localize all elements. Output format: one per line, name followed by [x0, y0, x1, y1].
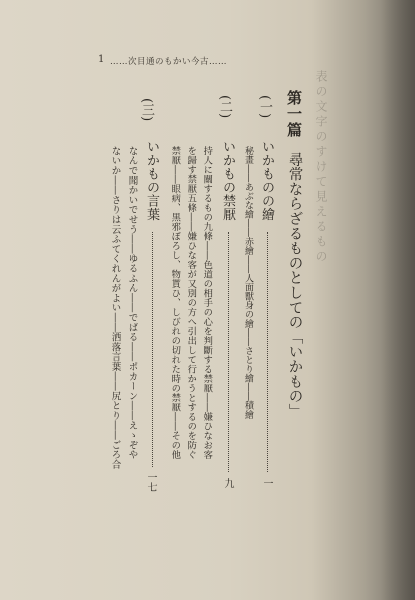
bleed-through-text: 表の文字のすけて見えるもの [314, 70, 328, 265]
section-entry-line: 禁厭――眼病、黒邪ぼろし、物貰ひ、しびれの切れた時の禁厭――その他 [169, 146, 181, 460]
section-entry-line: なんで聞かいでせう――ゆるふん――でばる――ポカーン――えゝぞや [126, 146, 138, 460]
section-number: (三) [139, 98, 154, 122]
binding-shadow [381, 0, 415, 600]
section-heading: いかものの繪 [259, 140, 274, 221]
leader-dots [228, 232, 229, 472]
section-entry-line: 秘畫――あぶな繪――赤繪――人面獸身の繪――さとり繪――積繪 [243, 146, 253, 419]
section-page: 一 [261, 478, 272, 488]
section-number: (二) [217, 95, 232, 119]
section-heading: いかもの言葉 [144, 140, 159, 221]
leader-dots [152, 232, 153, 467]
page-number: 1 [98, 54, 105, 65]
section-page: 一七 [145, 472, 156, 492]
section-heading: いかもの禁厭 [220, 140, 235, 221]
section-entry-line: ないか――さりは云ふてくれんがよい――洒落言葉――尻とり――ごろ合 [109, 146, 121, 470]
part-subtitle: 尋常ならざるものとしての「いかもの」 [286, 152, 303, 419]
part-title: 第一篇 [285, 90, 303, 138]
section-entry-line: を歸す禁厭五條――嫌ひな客が又別の方へ引出して行かうとするのを防ぐ [185, 146, 197, 460]
leader-dots [267, 232, 268, 472]
section-number: (一) [257, 95, 272, 119]
section-page: 九 [222, 478, 233, 488]
running-head: ……次目通のもかい今古…… [110, 57, 228, 67]
section-entry-line: 持人に關するもの九條――色道の相手の心を判斷する禁厭――嫌ひなお客 [201, 146, 213, 460]
